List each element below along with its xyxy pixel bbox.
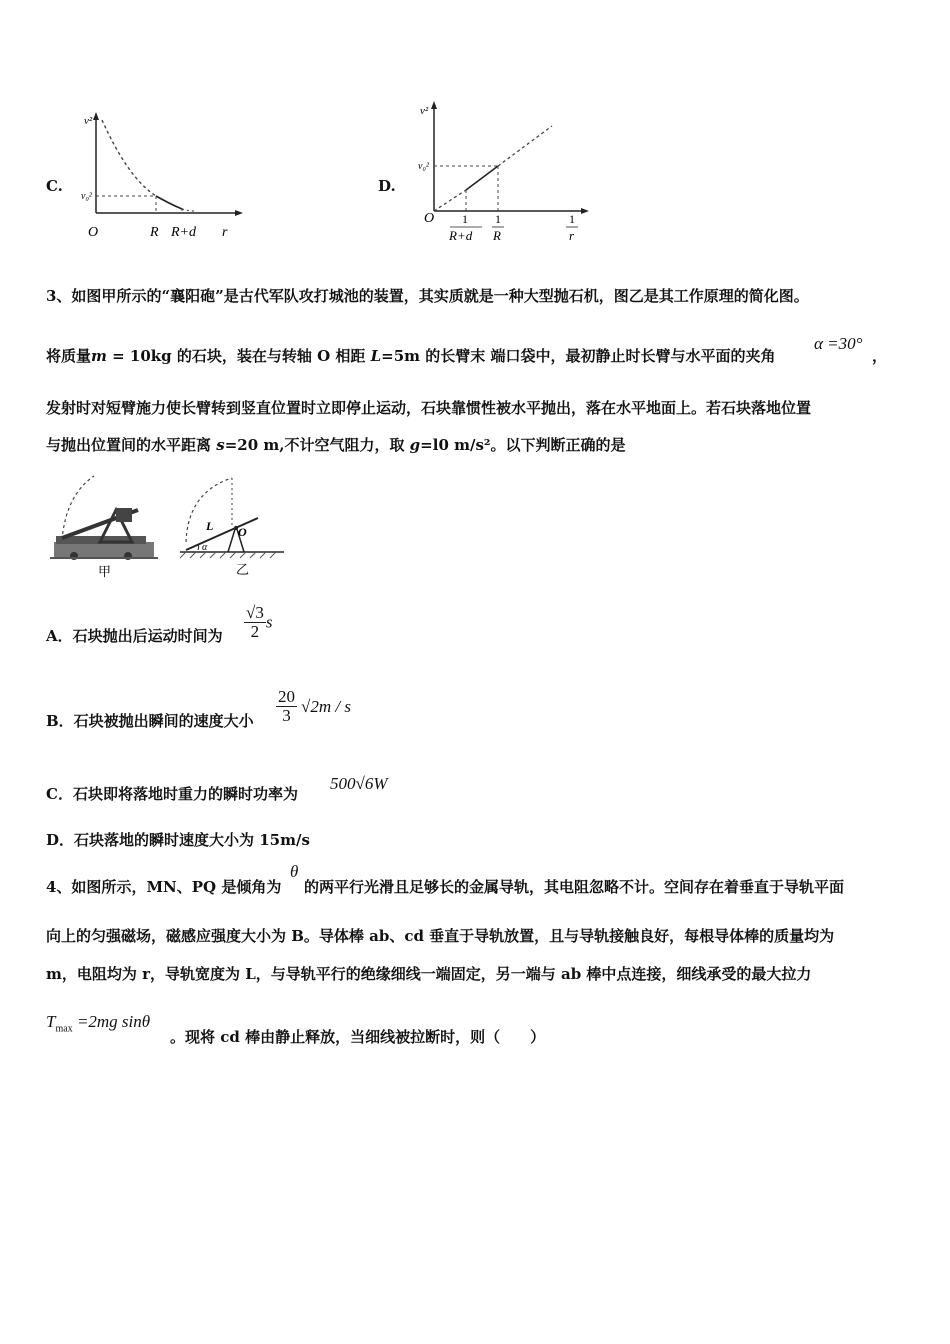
graph-d-line-dashed-upper	[498, 126, 552, 166]
figure-yi-schematic	[180, 478, 284, 577]
q3-option-d[interactable]: D．石块落地的瞬时速度大小为 15m/s	[46, 831, 310, 849]
q3-line4: 与抛出位置间的水平距离 s=20 m,不计空气阻力，取 g=l0 m/s²。以下判断正确的是	[46, 436, 626, 454]
q3-line2: 将质量m = 10kg 的石块，装在与转轴 O 相距 L=5m 的长臂末 端口袋中，最初静止时长臂与水平面的夹角	[46, 347, 776, 365]
option-a-fraction: $\frac{√3}{2}$ s	[246, 603, 273, 641]
graph-d-tick1-num: 1	[462, 212, 468, 226]
option-c-label: C.	[46, 177, 63, 195]
graph-c-tick-o: O	[88, 225, 99, 240]
option-d-label: D.	[378, 177, 396, 195]
q4-line2: 向上的匀强磁场，磁感应强度大小为 B。导体棒 ab、cd 垂直于导轨放置，且与导轨接触良好，每根导体棒的质量均为	[46, 927, 835, 945]
graph-d-y-arrow	[431, 101, 437, 109]
graph-c-curve-solid	[156, 196, 182, 209]
graph-c-y-arrow	[93, 112, 99, 120]
graph-d	[412, 96, 592, 248]
option-c-expression: 500√6W	[330, 774, 388, 793]
q4-line3: m，电阻均为 r，导轨宽度为 L，与导轨平行的绝缘细线一端固定，另一端与 ab 棒中点连接，细线承受的最大拉力	[46, 965, 812, 983]
figure-yi-O: O	[238, 525, 247, 539]
q3-option-b[interactable]: B．石块被抛出瞬间的速度大小	[46, 712, 254, 730]
graph-c-x-arrow	[235, 210, 243, 216]
q3-line1: 3、如图甲所示的“襄阳砲”是古代军队攻打城池的装置，其实质就是一种大型抛石机，图乙是其工作原理的简化图。	[46, 287, 809, 305]
q3-line2-tail: ，	[872, 347, 888, 365]
figure-yi-caption: 乙	[236, 562, 250, 577]
option-b-fraction: $\frac{20}{3}$ √2m / s	[278, 687, 351, 725]
graph-d-ylabel: v²	[420, 105, 429, 117]
q3-line3: 发射时对短臂施力使长臂转到竖直位置时立即停止运动，石块靠惯性被水平抛出，落在水平地面上。若石块落地位置	[46, 399, 812, 417]
figure-yi-alpha: α	[202, 542, 208, 553]
graph-d-ymark: v₀²	[418, 161, 429, 172]
q3-option-c[interactable]: C．石块即将落地时重力的瞬时功率为	[46, 785, 298, 803]
graph-c-curve-tail	[182, 209, 194, 211]
q4-tmax-expression: $T_{max} =2mg$ sinθ	[46, 1012, 151, 1035]
graph-d-axis-den: r	[569, 228, 575, 243]
figure-jia-caption: 甲	[98, 564, 112, 579]
q3-figures	[46, 470, 286, 580]
graph-c-tick-r: R	[150, 225, 159, 240]
q4-line1-pre: 4、如图所示，MN、PQ 是倾角为	[46, 878, 282, 896]
q4-line4: 。现将 cd 棒由静止释放，当细线被拉断时，则（ ）	[170, 1028, 546, 1046]
graph-c-tick-axis: r	[222, 225, 228, 240]
graph-d-line-dashed-lower	[434, 190, 466, 211]
graph-d-tick1-den: R+d	[449, 228, 473, 243]
graph-c-curve-dashed	[102, 120, 156, 196]
q3-option-a[interactable]: A．石块抛出后运动时间为	[46, 627, 223, 645]
figure-jia-catapult	[50, 476, 158, 579]
graph-c-ymark: v₀²	[81, 191, 92, 202]
graph-d-axis-num: 1	[569, 212, 575, 226]
q4-theta: θ	[290, 862, 299, 881]
figure-yi-L: L	[206, 519, 214, 533]
graph-d-tick2-den: R	[493, 228, 501, 243]
graph-d-tick2-num: 1	[495, 212, 501, 226]
graph-c-ylabel: v²	[84, 115, 93, 127]
graph-c	[78, 108, 248, 248]
graph-c-tick-rd: R+d	[171, 225, 196, 240]
q4-line1-post: 的两平行光滑且足够长的金属导轨，其电阻忽略不计。空间存在着垂直于导轨平面	[304, 878, 845, 896]
graph-d-line-solid	[466, 166, 498, 190]
graph-d-origin: O	[424, 211, 435, 226]
alpha-expression: α =30°	[814, 334, 863, 353]
graph-d-x-arrow	[581, 208, 589, 214]
